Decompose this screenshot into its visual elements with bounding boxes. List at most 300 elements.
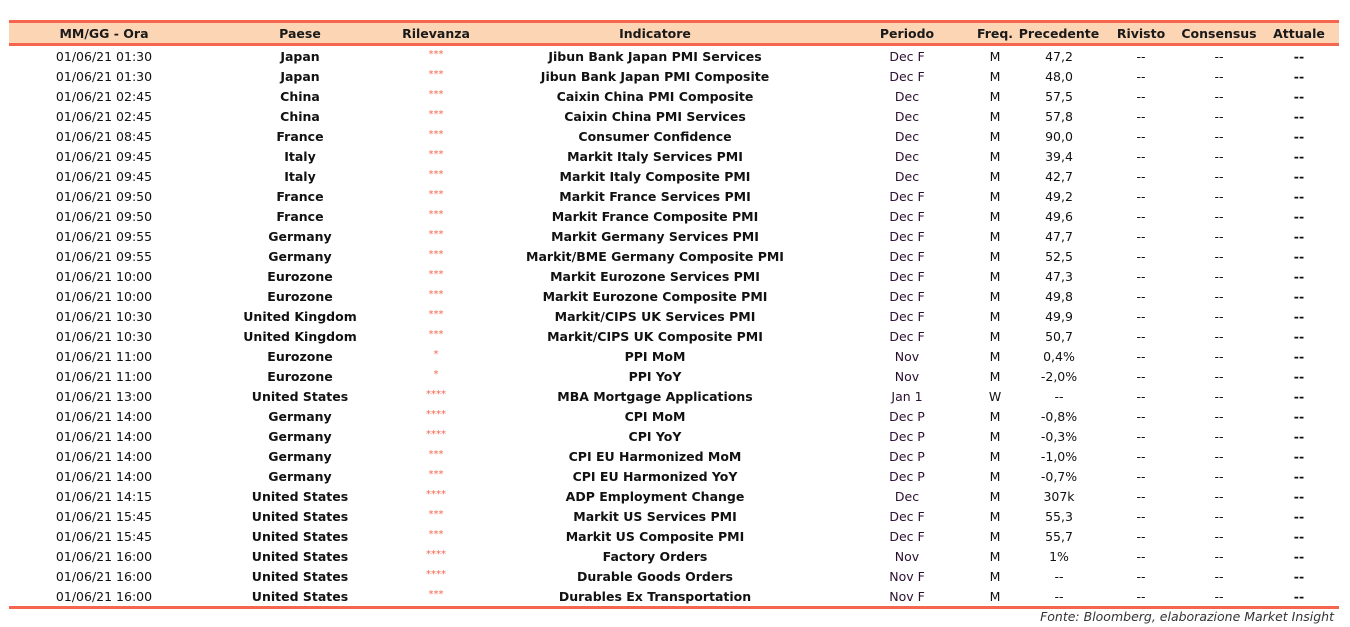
country-cell: United Kingdom [243, 328, 357, 344]
relevance-cell: *** [428, 329, 444, 340]
datetime-cell: 01/06/21 09:50 [55, 188, 153, 204]
period-cell: Nov [894, 348, 920, 364]
actual-cell: -- [1293, 208, 1305, 224]
indicator-cell: PPI YoY [628, 368, 682, 384]
table-row [9, 466, 1339, 486]
country-cell: Eurozone [267, 288, 333, 304]
indicator-cell: Durables Ex Transportation [471, 586, 839, 608]
consensus-cell: -- [1214, 188, 1224, 204]
consensus-cell: -- [1214, 388, 1224, 404]
revised-cell: -- [1136, 448, 1146, 464]
period-cell: Dec F [889, 268, 925, 284]
period-cell: Nov [894, 368, 920, 384]
column-header-consensus: Consensus [1179, 22, 1259, 45]
revised-cell: -- [1136, 188, 1146, 204]
country-cell: Japan [280, 48, 320, 64]
revised-cell: -- [1136, 48, 1146, 64]
period-cell: Dec [894, 88, 920, 104]
relevance-cell: *** [428, 209, 444, 220]
indicator-cell: Markit US Services PMI [573, 508, 737, 524]
table-row [9, 566, 1339, 586]
table-row [9, 126, 1339, 146]
revised-cell: -- [1136, 228, 1146, 244]
column-header-period: Periodo [839, 22, 975, 45]
datetime-cell: 01/06/21 01:30 [55, 68, 153, 84]
relevance-cell: *** [428, 149, 444, 160]
country-cell: United Kingdom [243, 308, 357, 324]
country-cell: China [280, 88, 320, 104]
actual-cell: -- [1293, 48, 1305, 64]
actual-cell: -- [1293, 288, 1305, 304]
datetime-cell: 01/06/21 09:50 [55, 208, 153, 224]
table-row [9, 246, 1339, 266]
revised-cell: -- [1136, 108, 1146, 124]
period-cell: Dec F [889, 68, 925, 84]
datetime-cell: 01/06/21 14:00 [55, 428, 153, 444]
revised-cell: -- [1136, 68, 1146, 84]
frequency-cell: M [989, 308, 1001, 324]
table-row [9, 45, 1339, 67]
relevance-cell: * [433, 369, 439, 380]
relevance-cell: *** [428, 509, 444, 520]
relevance-cell: **** [426, 409, 446, 420]
revised-cell: -- [1136, 288, 1146, 304]
consensus-cell: -- [1179, 586, 1259, 608]
previous-cell: 307k [1043, 488, 1075, 504]
country-cell: Germany [268, 448, 332, 464]
country-cell: United States [251, 508, 349, 524]
consensus-cell: -- [1214, 268, 1224, 284]
relevance-cell: *** [428, 129, 444, 140]
actual-cell: -- [1293, 428, 1305, 444]
relevance-cell: **** [426, 489, 446, 500]
indicator-cell: Markit Germany Services PMI [551, 228, 759, 244]
frequency-cell: M [989, 328, 1001, 344]
revised-cell: -- [1136, 368, 1146, 384]
relevance-cell: *** [428, 529, 444, 540]
country-cell: Germany [268, 228, 332, 244]
period-cell: Dec F [889, 288, 925, 304]
table-row [9, 386, 1339, 406]
column-header-indicator: Indicatore [471, 22, 839, 45]
consensus-cell: -- [1214, 168, 1224, 184]
datetime-cell: 01/06/21 08:45 [55, 128, 153, 144]
column-header-previous: Precedente [1015, 22, 1103, 45]
actual-cell: -- [1293, 228, 1305, 244]
datetime-cell: 01/06/21 02:45 [55, 88, 153, 104]
previous-cell: -0,3% [1040, 428, 1078, 444]
consensus-cell: -- [1214, 288, 1224, 304]
consensus-cell: -- [1214, 128, 1224, 144]
previous-cell: 48,0 [1045, 68, 1073, 84]
datetime-cell: 01/06/21 16:00 [9, 586, 199, 608]
actual-cell: -- [1293, 328, 1305, 344]
datetime-cell: 01/06/21 15:45 [55, 528, 153, 544]
consensus-cell: -- [1214, 368, 1224, 384]
country-cell: Eurozone [267, 348, 333, 364]
header-row [9, 22, 1339, 45]
indicator-cell: Markit Italy Services PMI [567, 148, 743, 164]
actual-cell: -- [1293, 368, 1305, 384]
period-cell: Dec [894, 128, 920, 144]
revised-cell: -- [1136, 528, 1146, 544]
datetime-cell: 01/06/21 16:00 [55, 568, 153, 584]
consensus-cell: -- [1214, 548, 1224, 564]
column-header-datetime: MM/GG - Ora [9, 22, 199, 45]
indicator-cell: Jibun Bank Japan PMI Composite [540, 68, 770, 84]
table-row [9, 266, 1339, 286]
relevance-cell: *** [428, 49, 444, 60]
indicator-cell: Factory Orders [602, 548, 708, 564]
indicator-cell: Markit Eurozone Composite PMI [542, 288, 768, 304]
datetime-cell: 01/06/21 14:00 [55, 408, 153, 424]
frequency-cell: M [989, 248, 1001, 264]
actual-cell: -- [1293, 108, 1305, 124]
country-cell: Japan [280, 68, 320, 84]
revised-cell: -- [1136, 308, 1146, 324]
country-cell: Germany [268, 468, 332, 484]
datetime-cell: 01/06/21 16:00 [55, 548, 153, 564]
country-cell: United States [199, 586, 401, 608]
country-cell: Italy [284, 168, 316, 184]
frequency-cell: M [989, 228, 1001, 244]
actual-cell: -- [1293, 448, 1305, 464]
frequency-cell: M [989, 148, 1001, 164]
previous-cell: 57,5 [1045, 88, 1073, 104]
frequency-cell: M [989, 128, 1001, 144]
revised-cell: -- [1136, 468, 1146, 484]
country-cell: United States [251, 568, 349, 584]
datetime-cell: 01/06/21 01:30 [55, 48, 153, 64]
actual-cell: -- [1293, 548, 1305, 564]
frequency-cell: M [989, 468, 1001, 484]
table-row [9, 526, 1339, 546]
relevance-cell: **** [426, 569, 446, 580]
country-cell: France [276, 208, 324, 224]
actual-cell: -- [1293, 68, 1305, 84]
revised-cell: -- [1136, 208, 1146, 224]
indicator-cell: Markit France Services PMI [559, 188, 751, 204]
frequency-cell: M [989, 448, 1001, 464]
country-cell: Germany [268, 428, 332, 444]
actual-cell: -- [1293, 568, 1305, 584]
period-cell: Dec F [889, 228, 925, 244]
actual-cell: -- [1293, 388, 1305, 404]
relevance-cell: *** [428, 189, 444, 200]
frequency-cell: M [989, 88, 1001, 104]
consensus-cell: -- [1214, 308, 1224, 324]
table-row [9, 66, 1339, 86]
period-cell: Dec F [889, 528, 925, 544]
datetime-cell: 01/06/21 14:00 [55, 468, 153, 484]
actual-cell: -- [1293, 488, 1305, 504]
indicator-cell: Markit/BME Germany Composite PMI [526, 248, 784, 264]
column-header-relevance: Rilevanza [401, 22, 471, 45]
datetime-cell: 01/06/21 10:00 [55, 288, 153, 304]
revised-cell: -- [1136, 428, 1146, 444]
datetime-cell: 01/06/21 09:45 [55, 168, 153, 184]
actual-cell: -- [1259, 586, 1339, 608]
frequency-cell: M [989, 168, 1001, 184]
country-cell: Eurozone [267, 268, 333, 284]
relevance-cell: *** [428, 309, 444, 320]
relevance-cell: *** [428, 229, 444, 240]
frequency-cell: M [989, 68, 1001, 84]
datetime-cell: 01/06/21 09:55 [55, 228, 153, 244]
revised-cell: -- [1136, 408, 1146, 424]
datetime-cell: 01/06/21 10:00 [55, 268, 153, 284]
table-row [9, 446, 1339, 466]
period-cell: Dec F [889, 328, 925, 344]
consensus-cell: -- [1214, 408, 1224, 424]
revised-cell: -- [1136, 348, 1146, 364]
table-row [9, 86, 1339, 106]
datetime-cell: 01/06/21 11:00 [55, 348, 153, 364]
table-row [9, 186, 1339, 206]
frequency-cell: W [988, 388, 1002, 404]
country-cell: Eurozone [267, 368, 333, 384]
country-cell: Germany [268, 248, 332, 264]
relevance-cell: *** [428, 269, 444, 280]
revised-cell: -- [1136, 508, 1146, 524]
previous-cell: 50,7 [1045, 328, 1073, 344]
actual-cell: -- [1293, 148, 1305, 164]
table-row [9, 406, 1339, 426]
frequency-cell: M [975, 586, 1015, 608]
indicator-cell: ADP Employment Change [565, 488, 745, 504]
relevance-cell: *** [428, 449, 444, 460]
period-cell: Nov F [839, 586, 975, 608]
frequency-cell: M [989, 48, 1001, 64]
revised-cell: -- [1136, 568, 1146, 584]
previous-cell: 47,7 [1045, 228, 1073, 244]
period-cell: Dec F [889, 508, 925, 524]
relevance-cell: **** [426, 549, 446, 560]
frequency-cell: M [989, 188, 1001, 204]
datetime-cell: 01/06/21 14:00 [55, 448, 153, 464]
frequency-cell: M [989, 528, 1001, 544]
consensus-cell: -- [1214, 148, 1224, 164]
revised-cell: -- [1136, 268, 1146, 284]
relevance-cell: **** [426, 429, 446, 440]
frequency-cell: M [989, 368, 1001, 384]
table-row [9, 506, 1339, 526]
actual-cell: -- [1293, 508, 1305, 524]
indicator-cell: CPI YoY [628, 428, 682, 444]
consensus-cell: -- [1214, 88, 1224, 104]
country-cell: United States [251, 528, 349, 544]
relevance-cell: *** [428, 169, 444, 180]
country-cell: United States [251, 488, 349, 504]
revised-cell: -- [1136, 548, 1146, 564]
indicator-cell: Markit Italy Composite PMI [559, 168, 751, 184]
actual-cell: -- [1293, 248, 1305, 264]
period-cell: Dec P [889, 448, 925, 464]
indicator-cell: Markit US Composite PMI [565, 528, 745, 544]
previous-cell: 52,5 [1045, 248, 1073, 264]
frequency-cell: M [989, 508, 1001, 524]
frequency-cell: M [989, 408, 1001, 424]
revised-cell: -- [1136, 328, 1146, 344]
consensus-cell: -- [1214, 348, 1224, 364]
actual-cell: -- [1293, 88, 1305, 104]
column-header-country: Paese [199, 22, 401, 45]
datetime-cell: 01/06/21 02:45 [55, 108, 153, 124]
consensus-cell: -- [1214, 428, 1224, 444]
previous-cell: -- [1054, 388, 1064, 404]
datetime-cell: 01/06/21 11:00 [55, 368, 153, 384]
relevance-cell: **** [426, 389, 446, 400]
period-cell: Dec P [889, 428, 925, 444]
table-row [9, 306, 1339, 326]
consensus-cell: -- [1214, 248, 1224, 264]
previous-cell: 90,0 [1045, 128, 1073, 144]
period-cell: Nov F [889, 568, 925, 584]
indicator-cell: Consumer Confidence [578, 128, 732, 144]
column-header-revised: Rivisto [1103, 22, 1179, 45]
previous-cell: 42,7 [1045, 168, 1073, 184]
period-cell: Dec F [889, 208, 925, 224]
previous-cell: 49,9 [1045, 308, 1073, 324]
table-row [9, 426, 1339, 446]
indicator-cell: CPI MoM [624, 408, 686, 424]
previous-cell: 55,3 [1045, 508, 1073, 524]
table-row [9, 146, 1339, 166]
relevance-cell: * [433, 349, 439, 360]
relevance-cell: *** [428, 109, 444, 120]
indicator-cell: MBA Mortgage Applications [557, 388, 753, 404]
frequency-cell: M [989, 108, 1001, 124]
relevance-cell: *** [428, 469, 444, 480]
period-cell: Dec [894, 148, 920, 164]
relevance-cell: *** [428, 249, 444, 260]
revised-cell: -- [1136, 128, 1146, 144]
country-cell: France [276, 188, 324, 204]
datetime-cell: 01/06/21 15:45 [55, 508, 153, 524]
country-cell: United States [251, 388, 349, 404]
previous-cell: -- [1015, 586, 1103, 608]
frequency-cell: M [989, 488, 1001, 504]
table-row [9, 226, 1339, 246]
table-row [9, 166, 1339, 186]
table-row [9, 486, 1339, 506]
actual-cell: -- [1293, 168, 1305, 184]
previous-cell: 49,2 [1045, 188, 1073, 204]
relevance-cell: *** [401, 586, 471, 608]
previous-cell: -0,7% [1040, 468, 1078, 484]
country-cell: China [280, 108, 320, 124]
indicator-cell: Markit Eurozone Services PMI [550, 268, 760, 284]
economic-calendar-table [9, 20, 1339, 609]
previous-cell: 49,6 [1045, 208, 1073, 224]
consensus-cell: -- [1214, 108, 1224, 124]
previous-cell: -0,8% [1040, 408, 1078, 424]
consensus-cell: -- [1214, 448, 1224, 464]
indicator-cell: Markit/CIPS UK Composite PMI [547, 328, 763, 344]
previous-cell: 49,8 [1045, 288, 1073, 304]
table-row [9, 286, 1339, 306]
datetime-cell: 01/06/21 09:45 [55, 148, 153, 164]
frequency-cell: M [989, 428, 1001, 444]
period-cell: Dec F [889, 248, 925, 264]
table-row [9, 366, 1339, 386]
relevance-cell: *** [428, 289, 444, 300]
column-header-actual: Attuale [1259, 22, 1339, 45]
indicator-cell: Markit/CIPS UK Services PMI [554, 308, 756, 324]
revised-cell: -- [1136, 248, 1146, 264]
period-cell: Dec [894, 108, 920, 124]
frequency-cell: M [989, 268, 1001, 284]
datetime-cell: 01/06/21 14:15 [55, 488, 153, 504]
previous-cell: 55,7 [1045, 528, 1073, 544]
table-row [9, 106, 1339, 126]
frequency-cell: M [989, 208, 1001, 224]
datetime-cell: 01/06/21 10:30 [55, 328, 153, 344]
table-row [9, 326, 1339, 346]
previous-cell: 57,8 [1045, 108, 1073, 124]
period-cell: Jan 1 [891, 388, 923, 404]
actual-cell: -- [1293, 188, 1305, 204]
frequency-cell: M [989, 288, 1001, 304]
indicator-cell: Caixin China PMI Composite [556, 88, 754, 104]
indicator-cell: CPI EU Harmonized MoM [568, 448, 742, 464]
actual-cell: -- [1293, 408, 1305, 424]
period-cell: Dec P [889, 408, 925, 424]
consensus-cell: -- [1214, 48, 1224, 64]
previous-cell: -2,0% [1040, 368, 1078, 384]
indicator-cell: Caixin China PMI Services [564, 108, 746, 124]
period-cell: Nov [894, 548, 920, 564]
table-row [9, 346, 1339, 366]
revised-cell: -- [1136, 388, 1146, 404]
indicator-cell: Markit France Composite PMI [551, 208, 759, 224]
indicator-cell: Jibun Bank Japan PMI Services [548, 48, 762, 64]
consensus-cell: -- [1214, 508, 1224, 524]
consensus-cell: -- [1214, 488, 1224, 504]
consensus-cell: -- [1214, 328, 1224, 344]
table-row [9, 586, 1339, 608]
previous-cell: 47,3 [1045, 268, 1073, 284]
consensus-cell: -- [1214, 208, 1224, 224]
actual-cell: -- [1293, 468, 1305, 484]
revised-cell: -- [1103, 586, 1179, 608]
indicator-cell: CPI EU Harmonized YoY [572, 468, 738, 484]
datetime-cell: 01/06/21 09:55 [55, 248, 153, 264]
actual-cell: -- [1293, 528, 1305, 544]
actual-cell: -- [1293, 308, 1305, 324]
datetime-cell: 01/06/21 10:30 [55, 308, 153, 324]
column-header-frequency: Freq. [975, 22, 1015, 45]
country-cell: United States [251, 548, 349, 564]
previous-cell: 39,4 [1045, 148, 1073, 164]
period-cell: Dec [894, 488, 920, 504]
revised-cell: -- [1136, 148, 1146, 164]
frequency-cell: M [989, 348, 1001, 364]
country-cell: Italy [284, 148, 316, 164]
period-cell: Dec F [889, 308, 925, 324]
actual-cell: -- [1293, 128, 1305, 144]
consensus-cell: -- [1214, 228, 1224, 244]
frequency-cell: M [989, 568, 1001, 584]
source-note: Fonte: Bloomberg, elaborazione Market Insight [1040, 609, 1334, 624]
period-cell: Dec F [889, 188, 925, 204]
consensus-cell: -- [1214, 568, 1224, 584]
previous-cell: 47,2 [1045, 48, 1073, 64]
country-cell: Germany [268, 408, 332, 424]
revised-cell: -- [1136, 488, 1146, 504]
period-cell: Dec P [889, 468, 925, 484]
period-cell: Dec F [889, 48, 925, 64]
